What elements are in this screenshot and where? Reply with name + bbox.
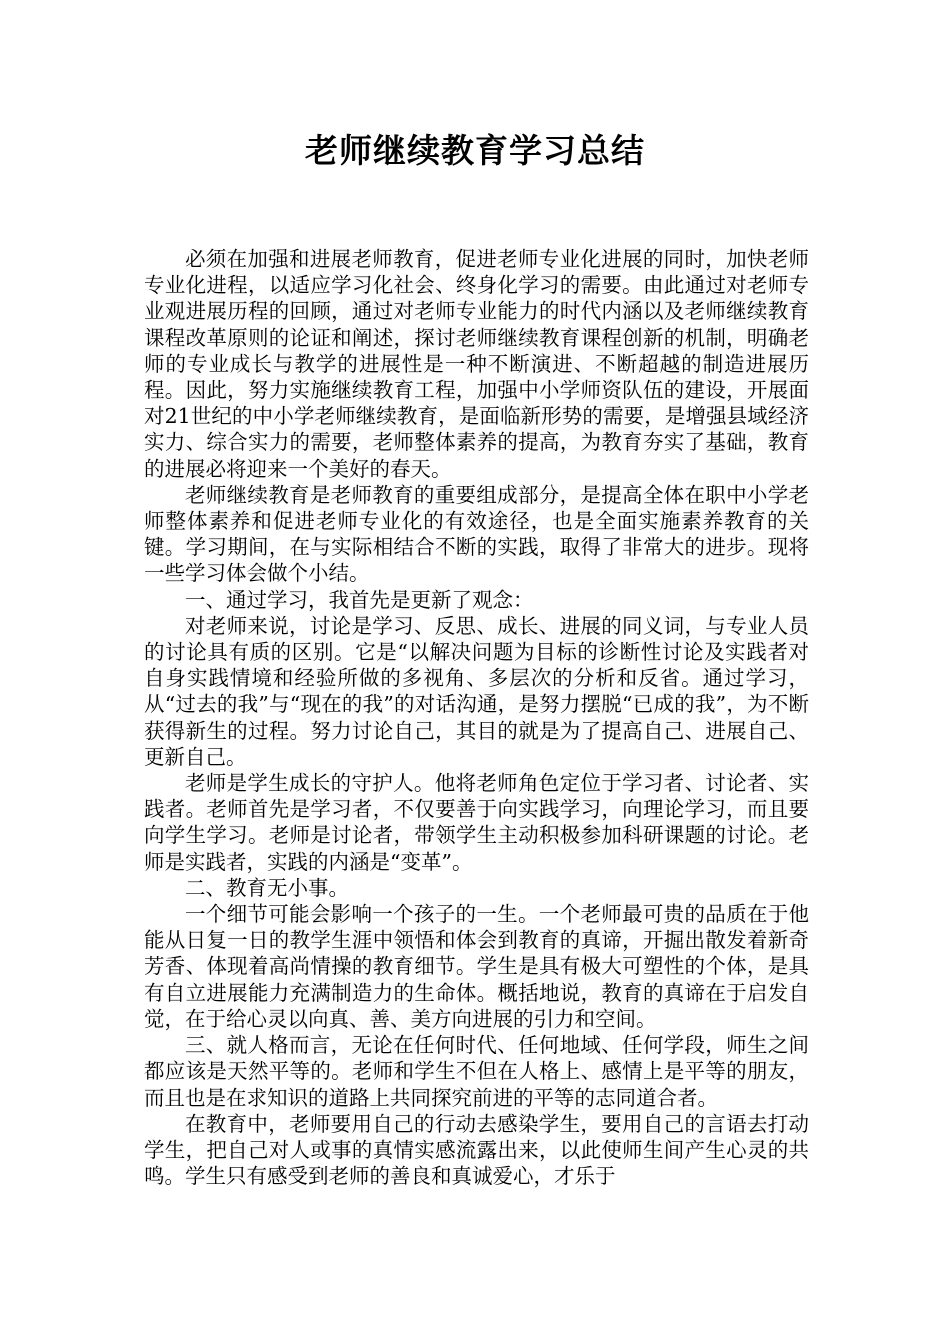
- paragraph-equality: 三、就人格而言，无论在任何时代、任何地域、任何学段，师生之间都应该是天然平等的。老师和学生不但在人格上、感情上是平等的朋友，而且也是在求知识的道路上共同探究前进的平等的志同道合者。: [144, 1033, 809, 1110]
- paragraph-details: 一个细节可能会影响一个孩子的一生。一个老师最可贵的品质在于他能从日复一日的教学生涯中领悟和体会到教育的真谛，开掘出散发着新奇芳香、体现着高尚情操的教育细节。学生是具有极大可塑性的个体，是具有自立进展能力充满制造力的生命体。概括地说，教育的真谛在于启发自觉，在于给心灵以向真、善、美方向进展的引力和空间。: [144, 902, 809, 1031]
- paragraph-teacher-role: 老师是学生成长的守护人。他将老师角色定位于学习者、讨论者、实践者。老师首先是学习者，不仅要善于向实践学习，向理论学习，而且要向学生学习。老师是讨论者，带领学生主动积极参加科研课题的讨论。老师是实践者，实践的内涵是“变革”。: [144, 771, 809, 874]
- section-heading-2: 二、教育无小事。: [185, 875, 349, 900]
- paragraph-intro: 必须在加强和进展老师教育，促进老师专业化进展的同时，加快老师专业化进程，以适应学习化社会、终身化学习的需要。由此通过对老师专业观进展历程的回顾，通过对老师专业能力的时代内涵以及老师继续教育课程改革原则的论证和阐述，探讨老师继续教育课程创新的机制，明确老师的专业成长与教学的进展性是一种不断演进、不断超越的制造进展历程。因此，努力实施继续教育工程，加强中小学师资队伍的建设，开展面对21世纪的中小学老师继续教育，是面临新形势的需要，是增强县域经济实力、综合实力的需要，老师整体素养的提高，为教育夯实了基础，教育的进展必将迎来一个美好的春天。: [144, 247, 809, 481]
- document-body: [144, 246, 809, 1189]
- paragraph-research: 对老师来说，讨论是学习、反思、成长、进展的同义词，与专业人员的讨论具有质的区别。它是“以解决问题为目标的诊断性讨论及实践者对自身实践情境和经验所做的多视角、多层次的分析和反省。通过学习，从“过去的我”与“现在的我”的对话沟通，是努力摆脱“已成的我”，为不断获得新生的过程。努力讨论自己，其目的就是为了提高自己、进展自己、更新自己。: [144, 613, 809, 769]
- paragraph-influence: 在教育中，老师要用自己的行动去感染学生，要用自己的言语去打动学生，把自己对人或事的真情实感流露出来，以此使师生间产生心灵的共鸣。学生只有感受到老师的善良和真诚爱心，才乐于: [144, 1111, 809, 1189]
- paragraph-continuing-education: 老师继续教育是老师教育的重要组成部分，是提高全体在职中小学老师整体素养和促进老师专业化的有效途径，也是全面实施素养教育的关键。学习期间，在与实际相结合不断的实践，取得了非常大的进步。现将一些学习体会做个小结。: [144, 482, 809, 586]
- section-heading-1: 一、通过学习，我首先是更新了观念：: [185, 587, 534, 612]
- document-title: 老师继续教育学习总结: [305, 131, 645, 170]
